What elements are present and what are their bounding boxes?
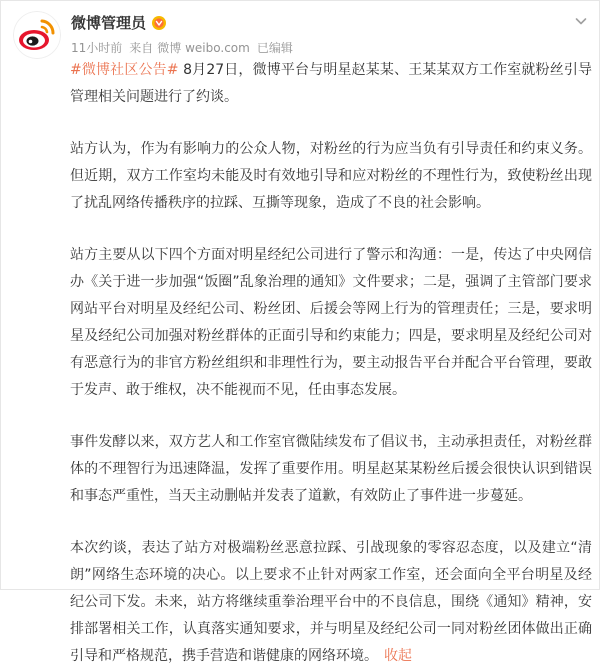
account-name[interactable]: 微博管理员 [71,14,147,32]
source-prefix: 来自 [129,41,154,55]
weibo-post-card [1,1,600,664]
post-source: 微博 weibo.com [157,41,250,55]
weibo-logo-icon [13,11,61,59]
paragraph: 站方认为，作为有影响力的公众人物，对粉丝的行为应当负有引导责任和约束义务。但近期，双方工作室均未能及时有效地引导和应对粉丝的不理性行为，致使粉丝出现了扰乱网络传播秩序的拉踩、互撕等现象，造成了不良的社会影响。 [70,141,592,211]
account-name-row [71,12,167,33]
paragraph: 站方主要从以下四个方面对明星经纪公司进行了警示和沟通：一是，传达了中央网信办《关于进一步加强“饭圈”乱象治理的通知》文件要求；二是，强调了主管部门要求网站平台对明星及经纪公司、粉丝团、后援会等网上行为的管理责任；三是，要求明星及经纪公司加强对粉丝群体的正面引导和约束能力；四是，要求明星及经纪公司对有恶意行为的非官方粉丝组织和非理性行为，要主动报告平台并配合平台管理，要敢于发声、敢于维权，决不能视而不见，任由事态发展。 [70,247,592,398]
post-content [70,57,592,670]
post-meta [71,39,297,56]
edited-label[interactable]: 已编辑 [256,41,293,55]
paragraph: 事件发酵以来，双方艺人和工作室官微陆续发布了倡议书，主动承担责任，对粉丝群体的不理智行为迅速降温，发挥了重要作用。明星赵某某粉丝后援会很快认识到错误和事态严重性，当天主动删帖并发表了道歉，有效防止了事件进一步蔓延。 [70,434,592,504]
avatar[interactable] [13,11,61,59]
verified-badge-icon [151,15,167,31]
paragraph-text: 8月27日，微博平台与明星赵某某、王某某双方工作室就粉丝引导管理相关问题进行了约谈。 [70,62,593,105]
topic-hashtag[interactable]: #微博社区公告# [70,62,179,78]
chevron-down-icon[interactable] [573,13,589,29]
post-time[interactable]: 11小时前 [71,41,123,55]
paragraph [70,535,592,670]
paragraph-text: 本次约谈，表达了站方对极端粉丝恶意拉踩、引战现象的零容忍态度，以及建立“清朗”网络生态环境的决心。以上要求不止针对两家工作室，还会面向全平台明星及经纪公司下发。未来，站方将继续重拳治理平台中的不良信息，围绕《通知》精神，安排部署相关工作，认真落实通知要求，并与明星及经纪公司一同对粉丝团体做出正确引导和严格规范，携手营造和谐健康的网络环境。 [70,540,592,664]
paragraph [70,57,592,111]
collapse-link[interactable]: 收起 [384,648,412,664]
